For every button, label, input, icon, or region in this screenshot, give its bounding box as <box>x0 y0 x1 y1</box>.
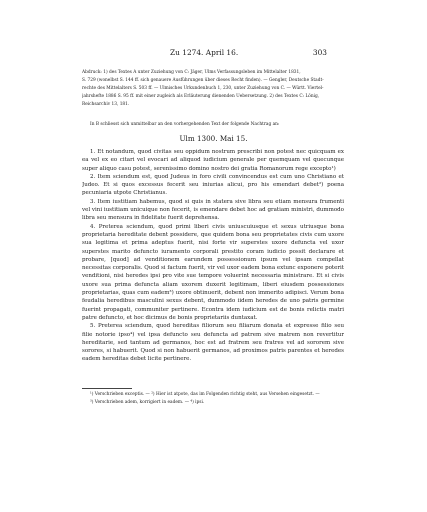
editorial-note: In B schliesst sich unmittelbar an den vorhergehenden Text der folgende Nachtrag an: <box>90 122 280 127</box>
page-number: 303 <box>312 48 327 57</box>
footnote-line: ¹) Verschrieben exceptis. — ²) Hier ist atpote, das im Folgenden richtig steht, aus Versehen eingesetzt. — <box>90 392 320 397</box>
footnote-rule <box>82 388 132 389</box>
reference-line: Abdruck: 1) des Textes A unter Zuziehung von C: Jäger, Ulms Verfassungsleben im Mittelalter 1831, <box>82 70 301 75</box>
footnotes <box>82 391 344 409</box>
document-body <box>82 148 344 383</box>
paragraph-5: 5. Preterea sciendum, quod hereditas filiorum seu filiarum donata et expresse filio seu filie notorie ipso⁴) vel ipsa defuncto seu defuncta ad patrem sive matrem non revertitur hereditarie, sed tantum ad germanos, hoc est ad fratrem seu fratres vel ad sororem sive sorores, si habuerit. Quod si non habuerit germanos, ad proximos patris parentes et heredes eadem hereditas debet licite pertinere. <box>82 323 344 363</box>
running-header <box>0 47 427 59</box>
paragraph-4: 4. Preterea sciendum, quod primi liberi civis uniuscuiusque et sexus utriusque bona proprietaria hereditate debent possidere, que quidem bona seu proprietates civis cum uxore sua legitima et prima adeptus fuerit, nisi forte vir superstes uxore defuncta vel uxor superstes marito defuncto iuramento corporali prestito coram iudicio possit declarare et probare, [quod] ad venditionem earundem possessionum ipsum vel ipsam compellat necessitas corporalis. Quod si factum fuerit, vir vel uxor eadem bona extunc exponere poterit venditioni, nisi heredes ipsi pro vite sue tempore voluerint necessaria ministrare. Et si civis uxore sua prima defuncta aliam uxorem duxerit legitimam, liberi eiusdem possessiones proprietarias, quas cum eadem³) uxore obtinuerit, debent non immerito adipisci. Verum bona feudalia heredibus masculini sexus debent, dummodo iidem heredes de uno patris germine fuerint propagati, communiter pertinere. Econtra idem iudicium est de bonis relictis matri patre defuncto, et hoc dicimus de bonis proprietariis duntaxat. <box>82 223 344 321</box>
paragraph-1: 1. Et notandum, quod civitas seu oppidum nostrum prescribi non potest nec quicquam ex ea vel ex eo citari vel evocari ad aliquod iudicium generale per quemquam vel quecunque super aliquo casu potest, serenissimo domino nostro dei gratia Romanorum rege excepto¹) <box>82 149 344 172</box>
reference-line: rechte des Mittelalters S. 503 ff. — Ulmisches Urkundenbuch 1, 230, unter Zuziehung von C. — Württ. Viertel- <box>82 86 324 91</box>
footnote-line: ³) Verschrieben adem, korrigiert in eadem. — ⁴) ipsi. <box>90 400 205 405</box>
reference-line: Reichsarchiv 13, 181. <box>82 102 130 107</box>
paragraph-2: 2. Item sciendum est, quod Judeus in foro civili convincendus est cum uno Christiano et Judeo. Et si quos excessus fecerit seu iniurias alicui, pro his emendari debet²) poena pecuniaria utpote Christianus. <box>82 173 344 197</box>
section-title: Ulm 1300. Mai 15. <box>179 134 248 143</box>
paragraph-3: 3. Item iustitiam habemus, quod si quis in statera sive libra seu etiam mensura frumenti vel vini iustitiam unicuique non fecerit, is emendare debet hoc ad gratiam ministri, dummodo libra seu mensura in fidelitate fuerit deprehensa. <box>82 198 344 222</box>
reference-line: jahrshefte 1886 S. 95 ff. mit einer zugleich als Erläuterung dienenden Uebersetzung. 2) des Textes C: Lönig, <box>82 94 320 99</box>
running-title: Zu 1274. April 16. <box>170 48 239 57</box>
reference-line: S. 729 (wonelbst S. 144 ff. sich genauere Ausführungen über dieses Recht finden). — Gengler, Deutsche Stadt- <box>82 78 324 83</box>
print-references <box>82 69 344 117</box>
